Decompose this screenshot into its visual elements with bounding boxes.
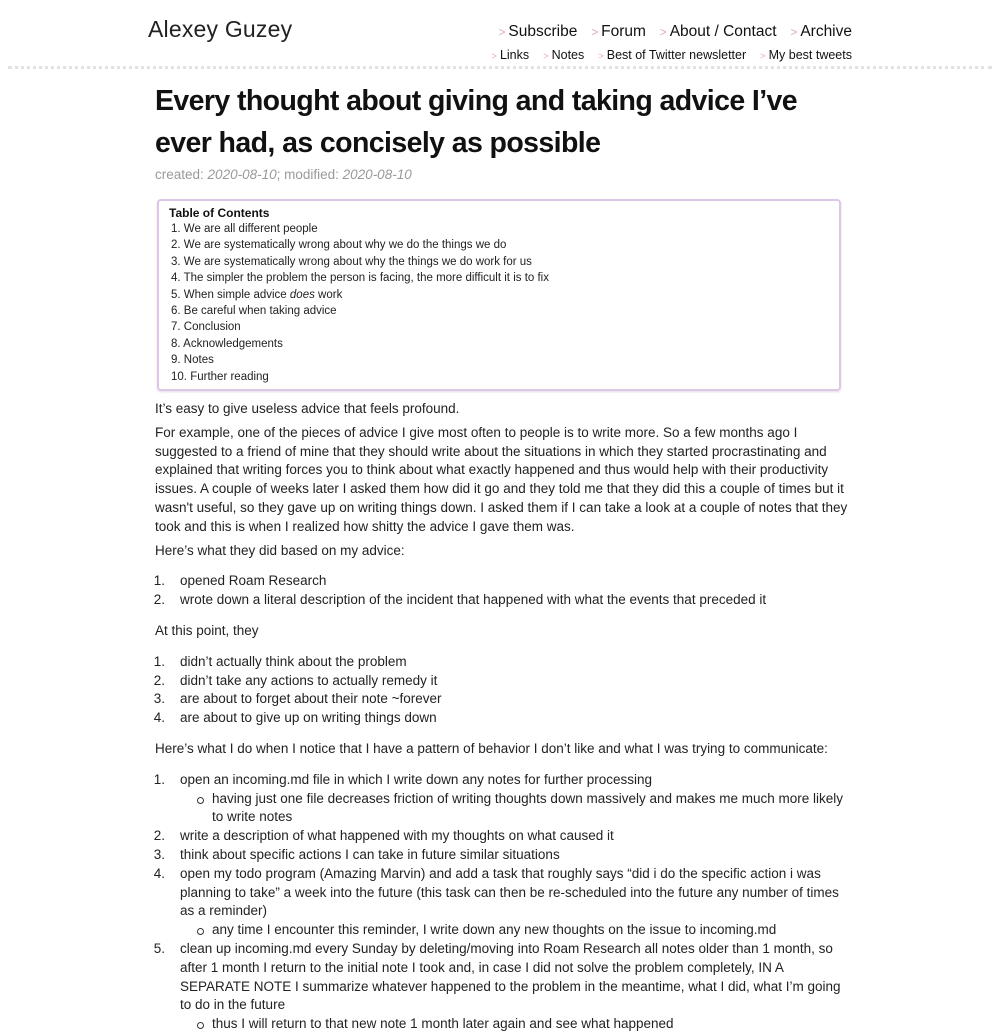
toc-list	[169, 221, 829, 385]
nav-link-subscribe[interactable]	[499, 23, 578, 41]
outcomes-list	[155, 653, 850, 728]
nav-label: Best of Twitter newsletter	[606, 48, 747, 62]
toc-item[interactable]	[169, 254, 829, 270]
toc-item[interactable]	[169, 352, 829, 368]
toc-item-number: 7.	[171, 321, 181, 334]
sub-list-item: having just one file decreases friction of writing thoughts down massively and makes me much more likely to write notes	[210, 790, 850, 828]
list-item-number: 5.	[153, 940, 165, 956]
chevron-right-icon: >	[491, 51, 497, 61]
list-item	[155, 827, 850, 846]
toc-item[interactable]	[169, 221, 829, 237]
list-item-number: 2.	[153, 672, 165, 688]
nav-label: Links	[499, 48, 530, 62]
list-item-number: 1.	[153, 771, 165, 787]
list-item-number: 2.	[153, 592, 165, 608]
toc-item[interactable]	[169, 237, 829, 253]
list-item-number: 1.	[153, 573, 165, 589]
nav-link-about-contact[interactable]	[660, 23, 777, 41]
table-of-contents	[157, 199, 841, 391]
sub-list	[210, 790, 850, 828]
list-item-text: think about specific actions I can take in future similar situations	[180, 847, 560, 862]
article-title: Every thought about giving and taking advice I’ve ever had, as concisely as possible	[155, 85, 798, 159]
list-item-number: 1.	[153, 653, 165, 669]
modified-label: ; modified:	[276, 167, 339, 182]
chevron-right-icon: >	[659, 26, 667, 39]
secondary-nav	[477, 48, 852, 62]
toc-item[interactable]	[169, 303, 829, 319]
chevron-right-icon: >	[598, 51, 604, 61]
list-item	[155, 591, 850, 610]
list-item-text: are about to give up on writing things down	[180, 710, 437, 726]
list-item-text: didn’t actually think about the problem	[180, 653, 407, 669]
list-item	[155, 865, 850, 940]
list-item-number: 3.	[153, 847, 165, 862]
toc-item-label: The simpler the problem the person is facing, the more difficult it is to fix	[183, 272, 549, 285]
toc-item-label: work	[314, 288, 343, 301]
chevron-right-icon: >	[790, 26, 798, 39]
what-i-do-paragraph: Here’s what I do when I notice that I have a pattern of behavior I don’t like and what I was trying to communicate:	[155, 741, 828, 757]
toc-item-number: 3.	[171, 255, 181, 268]
primary-nav	[485, 23, 852, 41]
toc-item-label: We are systematically wrong about why we do the things we do	[183, 239, 507, 252]
site-header	[0, 0, 1000, 70]
created-label: created:	[155, 167, 204, 182]
nav-label: Forum	[601, 23, 646, 40]
list-item	[155, 572, 850, 591]
article	[155, 80, 850, 1034]
advice-steps-list	[155, 572, 850, 610]
site-title[interactable]: Alexey Guzey	[148, 16, 293, 42]
my-process-list	[155, 771, 850, 1034]
list-item-text: open an incoming.md file in which I write down any notes for further processing	[180, 771, 652, 787]
sub-list-item: thus I will return to that new note 1 month later again and see what happened	[210, 1015, 850, 1034]
nav-label: Archive	[800, 23, 852, 40]
header-divider	[8, 66, 992, 69]
nav-link-forum[interactable]	[591, 23, 646, 41]
toc-item-label: Acknowledgements	[183, 337, 283, 350]
list-item	[155, 846, 850, 865]
nav-link-links[interactable]	[491, 48, 529, 62]
chevron-right-icon: >	[760, 51, 766, 61]
list-item	[155, 940, 850, 1034]
toc-item-label: We are systematically wrong about why the things we do work for us	[183, 255, 532, 268]
nav-label: My best tweets	[768, 48, 852, 62]
toc-item-label: Conclusion	[183, 321, 241, 334]
list-item-text: didn’t take any actions to actually remedy it	[180, 672, 438, 688]
nav-link-best-of-twitter[interactable]	[598, 48, 746, 62]
list-item-number: 4.	[153, 865, 165, 881]
toc-item-number: 10.	[171, 370, 187, 383]
list-item	[155, 690, 850, 709]
toc-item-number: 1.	[171, 223, 181, 235]
nav-label: Notes	[551, 48, 585, 62]
toc-item[interactable]	[169, 336, 829, 352]
article-meta	[155, 167, 850, 182]
list-item-text: opened Roam Research	[180, 573, 327, 589]
sub-list-item: any time I encounter this reminder, I write down any new thoughts on the issue to incoming.md	[210, 921, 850, 940]
intro-paragraph: It’s easy to give useless advice that feels profound.	[155, 401, 460, 417]
chevron-right-icon: >	[543, 51, 549, 61]
nav-label: About / Contact	[669, 23, 777, 40]
list-item-number: 2.	[153, 828, 165, 844]
nav-label: Subscribe	[508, 23, 578, 40]
toc-item-label: Further reading	[190, 370, 269, 383]
toc-item-number: 4.	[171, 272, 181, 285]
list-item-text: write a description of what happened with my thoughts on what caused it	[180, 828, 614, 844]
sub-list	[210, 921, 850, 940]
list-item-text: are about to forget about their note ~forever	[180, 691, 442, 707]
nav-link-my-best-tweets[interactable]	[760, 48, 852, 62]
toc-item-number: 9.	[171, 354, 181, 367]
toc-heading: Table of Contents	[169, 206, 270, 220]
nav-link-archive[interactable]	[791, 23, 852, 41]
toc-item-emphasis: does	[289, 288, 315, 301]
created-date: 2020-08-10	[207, 167, 277, 182]
list-item-text: wrote down a literal description of the incident that happened with what the events that preceded it	[180, 592, 767, 608]
toc-item-number: 6.	[171, 305, 181, 318]
list-item	[155, 709, 850, 728]
toc-item-number: 5.	[171, 288, 181, 301]
list-item-number: 4.	[153, 710, 165, 726]
list-item	[155, 771, 850, 827]
sub-list	[210, 1015, 850, 1034]
toc-item-number: 8.	[171, 337, 181, 350]
list-item-text: open my todo program (Amazing Marvin) and add a task that roughly says “did i do the specific action i was planning to take” a week into the future (this task can then be re-scheduled into the future any number of times as a reminder)	[180, 865, 839, 919]
advice-intro-paragraph: Here’s what they did based on my advice:	[155, 542, 405, 558]
list-item-text: clean up incoming.md every Sunday by deleting/moving into Roam Research all notes older than 1 month, so after 1 month I return to the initial note I took and, in case I did not solve the problem completely, IN A SEPARATE NOTE I summarize whatever happened to the problem in the meantime, what I did, what I’m going to do in the future	[180, 940, 841, 1013]
toc-item[interactable]	[169, 319, 829, 335]
toc-item[interactable]	[169, 287, 829, 303]
modified-date: 2020-08-10	[342, 167, 412, 182]
list-item	[155, 653, 850, 672]
example-paragraph: For example, one of the pieces of advice I give most often to people is to write more. So a few months ago I suggested to a friend of mine that they should write about the situations in which they started procrastinating and explained that writing forces you to think about what exactly happened and thus would help with their productivity issues. A couple of weeks later I asked them how did it go and they told me that they did this a couple of times but it wasn't useful, so they gave up on writing things down. I asked them if I can take a look at a couple of notes that they took and this is when I realized how shitty the advice I gave them was.	[155, 424, 848, 534]
toc-item[interactable]	[169, 270, 829, 286]
toc-item[interactable]	[169, 369, 829, 385]
chevron-right-icon: >	[591, 26, 599, 39]
toc-item-label: We are all different people	[183, 223, 318, 235]
toc-item-label: Be careful when taking advice	[183, 305, 337, 318]
chevron-right-icon: >	[498, 26, 506, 39]
nav-link-notes[interactable]	[543, 48, 584, 62]
toc-item-label: When simple advice	[183, 288, 290, 301]
at-this-point-paragraph: At this point, they	[155, 623, 259, 639]
toc-item-label: Notes	[183, 354, 214, 367]
list-item-number: 3.	[153, 691, 165, 707]
toc-item-number: 2.	[171, 239, 181, 252]
list-item	[155, 672, 850, 691]
